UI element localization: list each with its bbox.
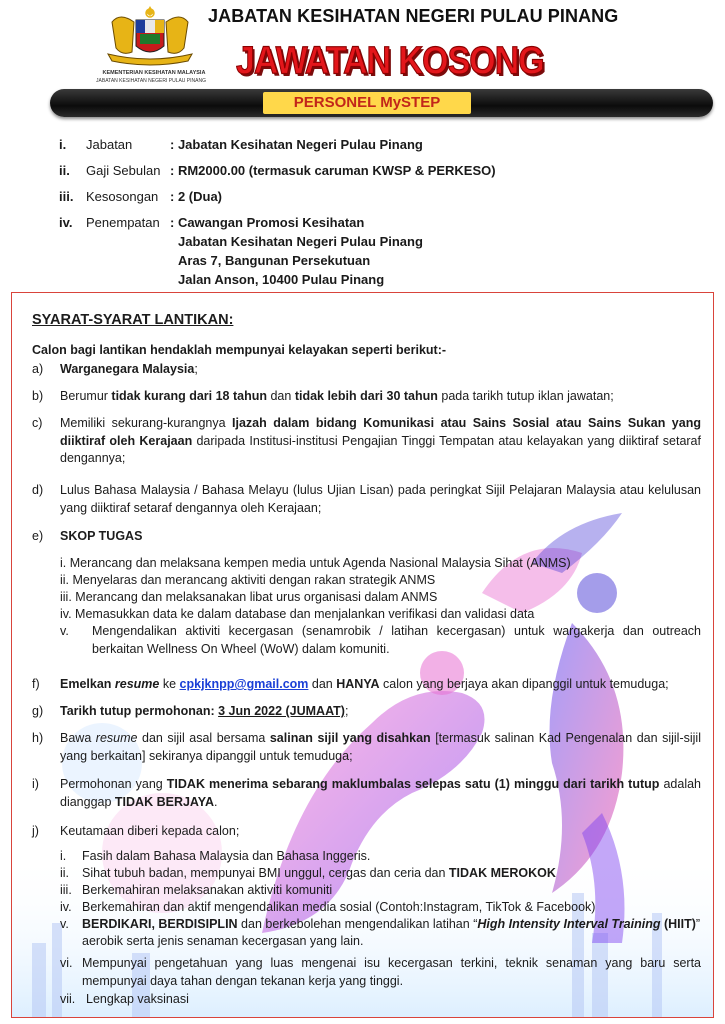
scope-item: ii. Menyelaras dan merancang aktiviti dengan rakan strategik ANMS <box>60 573 436 587</box>
priority-heading: Keutamaan diberi kepada calon; <box>60 824 240 838</box>
item-letter: f) <box>32 677 40 691</box>
info-value-vacancies: : 2 (Dua) <box>170 189 222 204</box>
item-letter: j) <box>32 824 39 838</box>
placement-line: Jabatan Kesihatan Negeri Pulau Pinang <box>178 234 423 249</box>
item-letter: e) <box>32 529 44 543</box>
department-title: JABATAN KESIHATAN NEGERI PULAU PINANG <box>208 6 619 26</box>
scope-heading: SKOP TUGAS <box>60 529 143 543</box>
requirements-intro: Calon bagi lantikan hendaklah mempunyai kelayakan seperti berikut:- <box>32 343 447 357</box>
requirements-heading: SYARAT-SYARAT LANTIKAN: <box>32 312 234 328</box>
requirement-notice: Permohonan yang TIDAK menerima sebarang maklumbalas selepas satu (1) minggu dari tarikh tutup adalah dianggap TIDAK BERJAYA. <box>60 777 702 809</box>
requirement-citizenship: Warganegara Malaysia; <box>60 362 198 376</box>
priority-item: Berkemahiran melaksanakan aktiviti komuniti <box>82 883 333 897</box>
requirement-documents: Bawa resume dan sijil asal bersama salinan sijil yang disahkan [termasuk salinan Kad Pengenalan dan sijil-sijil yang berkaitan] sekiranya dipanggil untuk temuduga; <box>60 731 701 763</box>
priority-item-number: ii. <box>60 866 70 880</box>
closing-date: Tarikh tutup permohonan: 3 Jun 2022 (JUMAAT); <box>60 704 349 718</box>
item-letter: c) <box>32 416 43 430</box>
info-label-vacancies: Kesosongan <box>86 189 159 204</box>
position-label: PERSONEL MySTEP <box>263 92 471 114</box>
scope-item: iii. Merancang dan melaksanakan libat urus organisasi dalam ANMS <box>60 590 438 604</box>
email-link[interactable]: cpkjknpp@gmail.com <box>179 677 309 691</box>
vacancy-title: JAWATAN KOSONG <box>236 39 544 83</box>
priority-item-number: i. <box>60 849 67 863</box>
scope-item-number: v. <box>60 624 69 638</box>
priority-item: Berkemahiran dan aktif mengendalikan media sosial (Contoh:Instagram, TikTok & Facebook) <box>82 900 596 914</box>
placement-line: Aras 7, Bangunan Persekutuan <box>178 253 371 268</box>
info-number: ii. <box>59 163 70 178</box>
item-letter: b) <box>32 389 44 403</box>
priority-item-number: v. <box>60 917 69 931</box>
info-value-placement: : Cawangan Promosi Kesihatan <box>170 215 365 230</box>
info-value-department: : Jabatan Kesihatan Negeri Pulau Pinang <box>170 137 423 152</box>
scope-item: Mengendalikan aktiviti kecergasan (senamrobik / latihan kecergasan) untuk wargakerja dan outreach berkaitan Wellness On Wheel (WoW) dalam komuniti. <box>92 624 701 656</box>
state-department-name: JABATAN KESIHATAN NEGERI PULAU PINANG <box>96 78 206 84</box>
item-letter: a) <box>32 362 44 376</box>
priority-item: Mempunyai pengetahuan yang luas mengenai isu kecergasan terkini, teknik senaman yang baru serta mempunyai daya tahan dengan tekanan kerja yang tinggi. <box>82 956 701 988</box>
info-label-department: Jabatan <box>86 137 133 152</box>
info-number: iv. <box>59 215 73 230</box>
requirement-age: Berumur tidak kurang dari 18 tahun dan tidak lebih dari 30 tahun pada tarikh tutup iklan jawatan; <box>60 389 614 403</box>
info-label-salary: Gaji Sebulan <box>86 163 161 178</box>
requirement-email: Emelkan resume ke cpkjknpp@gmail.com dan HANYA calon yang berjaya akan dipanggil untuk temuduga; <box>60 677 669 691</box>
info-number: iii. <box>59 189 74 204</box>
priority-item: Sihat tubuh badan, mempunyai BMI unggul, cergas dan ceria dan TIDAK MEROKOK <box>82 866 556 880</box>
priority-item: Lengkap vaksinasi <box>86 992 189 1006</box>
item-letter: i) <box>32 777 39 791</box>
priority-item-number: vii. <box>60 992 76 1006</box>
priority-item: Fasih dalam Bahasa Malaysia dan Bahasa Inggeris. <box>82 849 371 863</box>
priority-item-number: iii. <box>60 883 72 897</box>
info-number: i. <box>59 137 67 152</box>
requirement-degree: Memiliki sekurang-kurangnya Ijazah dalam bidang Komunikasi atau Sains Sosial atau Sains Sukan yang diiktiraf oleh Kerajaan daripada Institusi-institusi Pengajian Tinggi Tempatan atau kelayakan yang diiktiraf setaraf dengannya; <box>60 416 701 465</box>
info-value-salary: : RM2000.00 (termasuk caruman KWSP & PERKESO) <box>170 163 496 178</box>
priority-item-number: vi. <box>60 956 73 970</box>
priority-item-continued: aerobik serta jenis senaman kecergasan yang lain. <box>82 934 364 948</box>
requirement-language: Lulus Bahasa Malaysia / Bahasa Melayu (lulus Ujian Lisan) pada peringkat Sijil Pelajaran Malaysia atau kelulusan yang diiktiraf setaraf dengannya oleh Kerajaan; <box>60 483 701 515</box>
coat-of-arms-logo <box>104 4 196 66</box>
scope-item: i. Merancang dan melaksana kempen media untuk Agenda Nasional Malaysia Sihat (ANMS) <box>60 556 571 570</box>
scope-item: iv. Memasukkan data ke dalam database dan menjalankan verifikasi dan validasi data <box>60 607 535 621</box>
item-letter: h) <box>32 731 44 745</box>
placement-line: Jalan Anson, 10400 Pulau Pinang <box>178 272 385 287</box>
info-label-placement: Penempatan <box>86 215 160 230</box>
item-letter: g) <box>32 704 44 718</box>
priority-item-number: iv. <box>60 900 72 914</box>
requirements-box <box>11 292 714 1018</box>
item-letter: d) <box>32 483 44 497</box>
priority-item: BERDIKARI, BERDISIPLIN dan berkebolehan mengendalikan latihan “High Intensity Interval Training (HIIT)” <box>82 917 701 931</box>
ministry-name: KEMENTERIAN KESIHATAN MALAYSIA <box>102 70 206 76</box>
